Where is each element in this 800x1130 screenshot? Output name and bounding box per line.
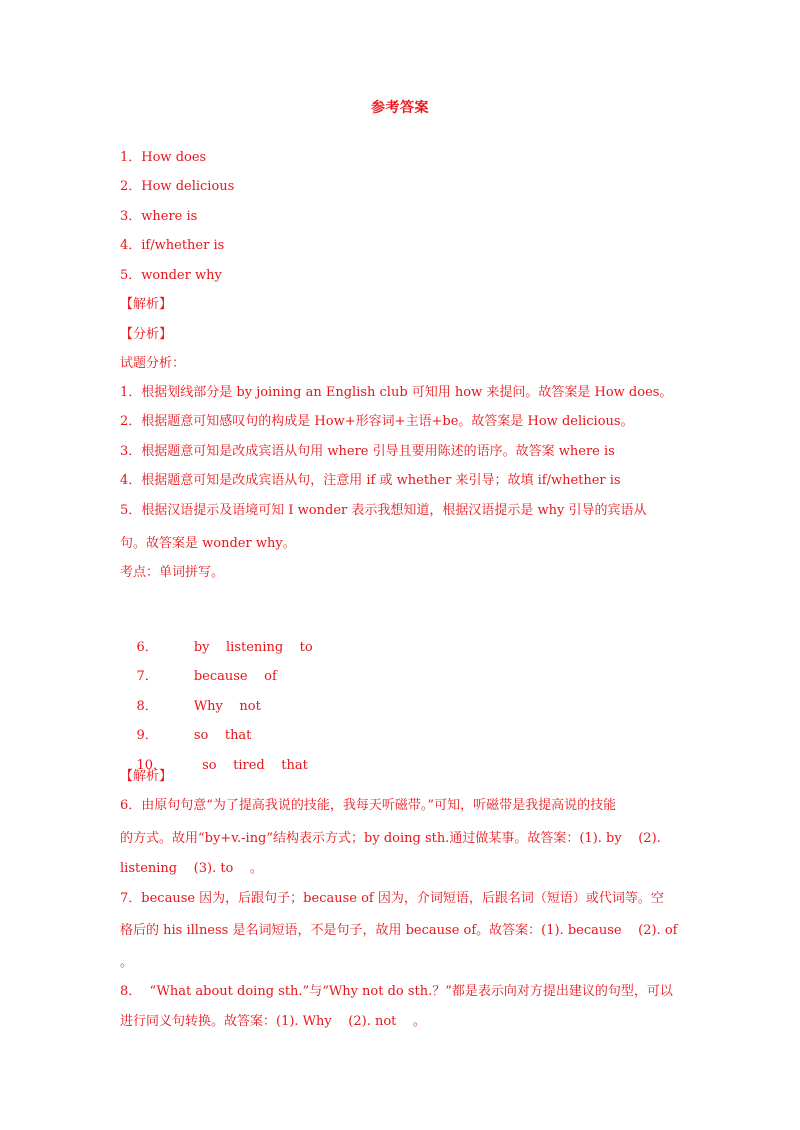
analysis-2: 2．根据题意可知感叹句的构成是 How+形容词+主语+be。故答案是 How delicious。: [120, 414, 634, 429]
analysis-5: 5．根据汉语提示及语境可知 I wonder 表示我想知道，根据汉语提示是 why 引导的宾语从: [120, 503, 647, 518]
analysis-7-line-3: 。: [120, 955, 134, 970]
analysis-5-cont: 句。故答案是 wonder why。: [120, 536, 296, 551]
answer-8-num: 8．: [136, 699, 158, 714]
analysis-8-line-2: 进行同义句转换。故答案：(1). Why (2). not 。: [120, 1014, 426, 1029]
answer-9-text: so that: [193, 728, 252, 743]
analysis-7-line-2: 格后的 his illness 是名词短语，不是句子，故用 because of。故答案：(1). because (2). of: [120, 923, 678, 938]
answer-10-text: so tired that: [202, 758, 308, 773]
answer-8-text: Why not: [193, 699, 261, 714]
shiti-fenxi-label: 试题分析：: [120, 356, 186, 371]
answer-2: 2．How delicious: [120, 179, 235, 194]
analysis-3: 3．根据题意可知是改成宾语从句用 where 引导且要用陈述的语序。故答案 where is: [120, 444, 615, 459]
answer-5: 5．wonder why: [120, 268, 222, 283]
answer-7-text: because of: [193, 669, 277, 684]
jiexi-label: 【解析】: [120, 297, 173, 312]
fenxi-label: 【分析】: [120, 327, 173, 342]
answer-6-text: by listening to: [193, 640, 313, 655]
analysis-1: 1．根据划线部分是 by joining an English club 可知用 how 来提问。故答案是 How does。: [120, 385, 673, 400]
answer-7-num: 7．: [136, 669, 158, 684]
page-title: 参考答案: [371, 100, 429, 116]
answer-1: 1．How does: [120, 150, 207, 165]
analysis-7-line-1: 7．because 因为，后跟句子；because of 因为，介词短语，后跟名词（短语）或代词等。空: [120, 891, 664, 906]
kaodian-note: 考点：单词拼写。: [120, 565, 225, 580]
analysis-4: 4．根据题意可知是改成宾语从句，注意用 if 或 whether 来引导；故填 if/whether is: [120, 473, 621, 488]
answer-6-num: 6．: [136, 640, 158, 655]
analysis-6-line-1: 6．由原句句意“为了提高我说的技能，我每天听磁带。”可知，听磁带是我提高说的技能: [120, 798, 617, 813]
answer-9-num: 9．: [136, 728, 158, 743]
analysis-8-line-1: 8． “What about doing sth.”与“Why not do sth.？”都是表示向对方提出建议的句型，可以: [120, 984, 673, 999]
answer-3: 3．where is: [120, 209, 198, 224]
analysis-6-line-2: 的方式。故用“by+v.-ing”结构表示方式；by doing sth.通过做某事。故答案：(1). by (2).: [120, 831, 661, 846]
analysis-6-line-3: listening (3). to 。: [120, 861, 263, 876]
answer-10-num: 10．: [136, 758, 167, 773]
jiexi-label-2: 【解析】: [120, 769, 173, 784]
answer-4: 4．if/whether is: [120, 238, 225, 253]
